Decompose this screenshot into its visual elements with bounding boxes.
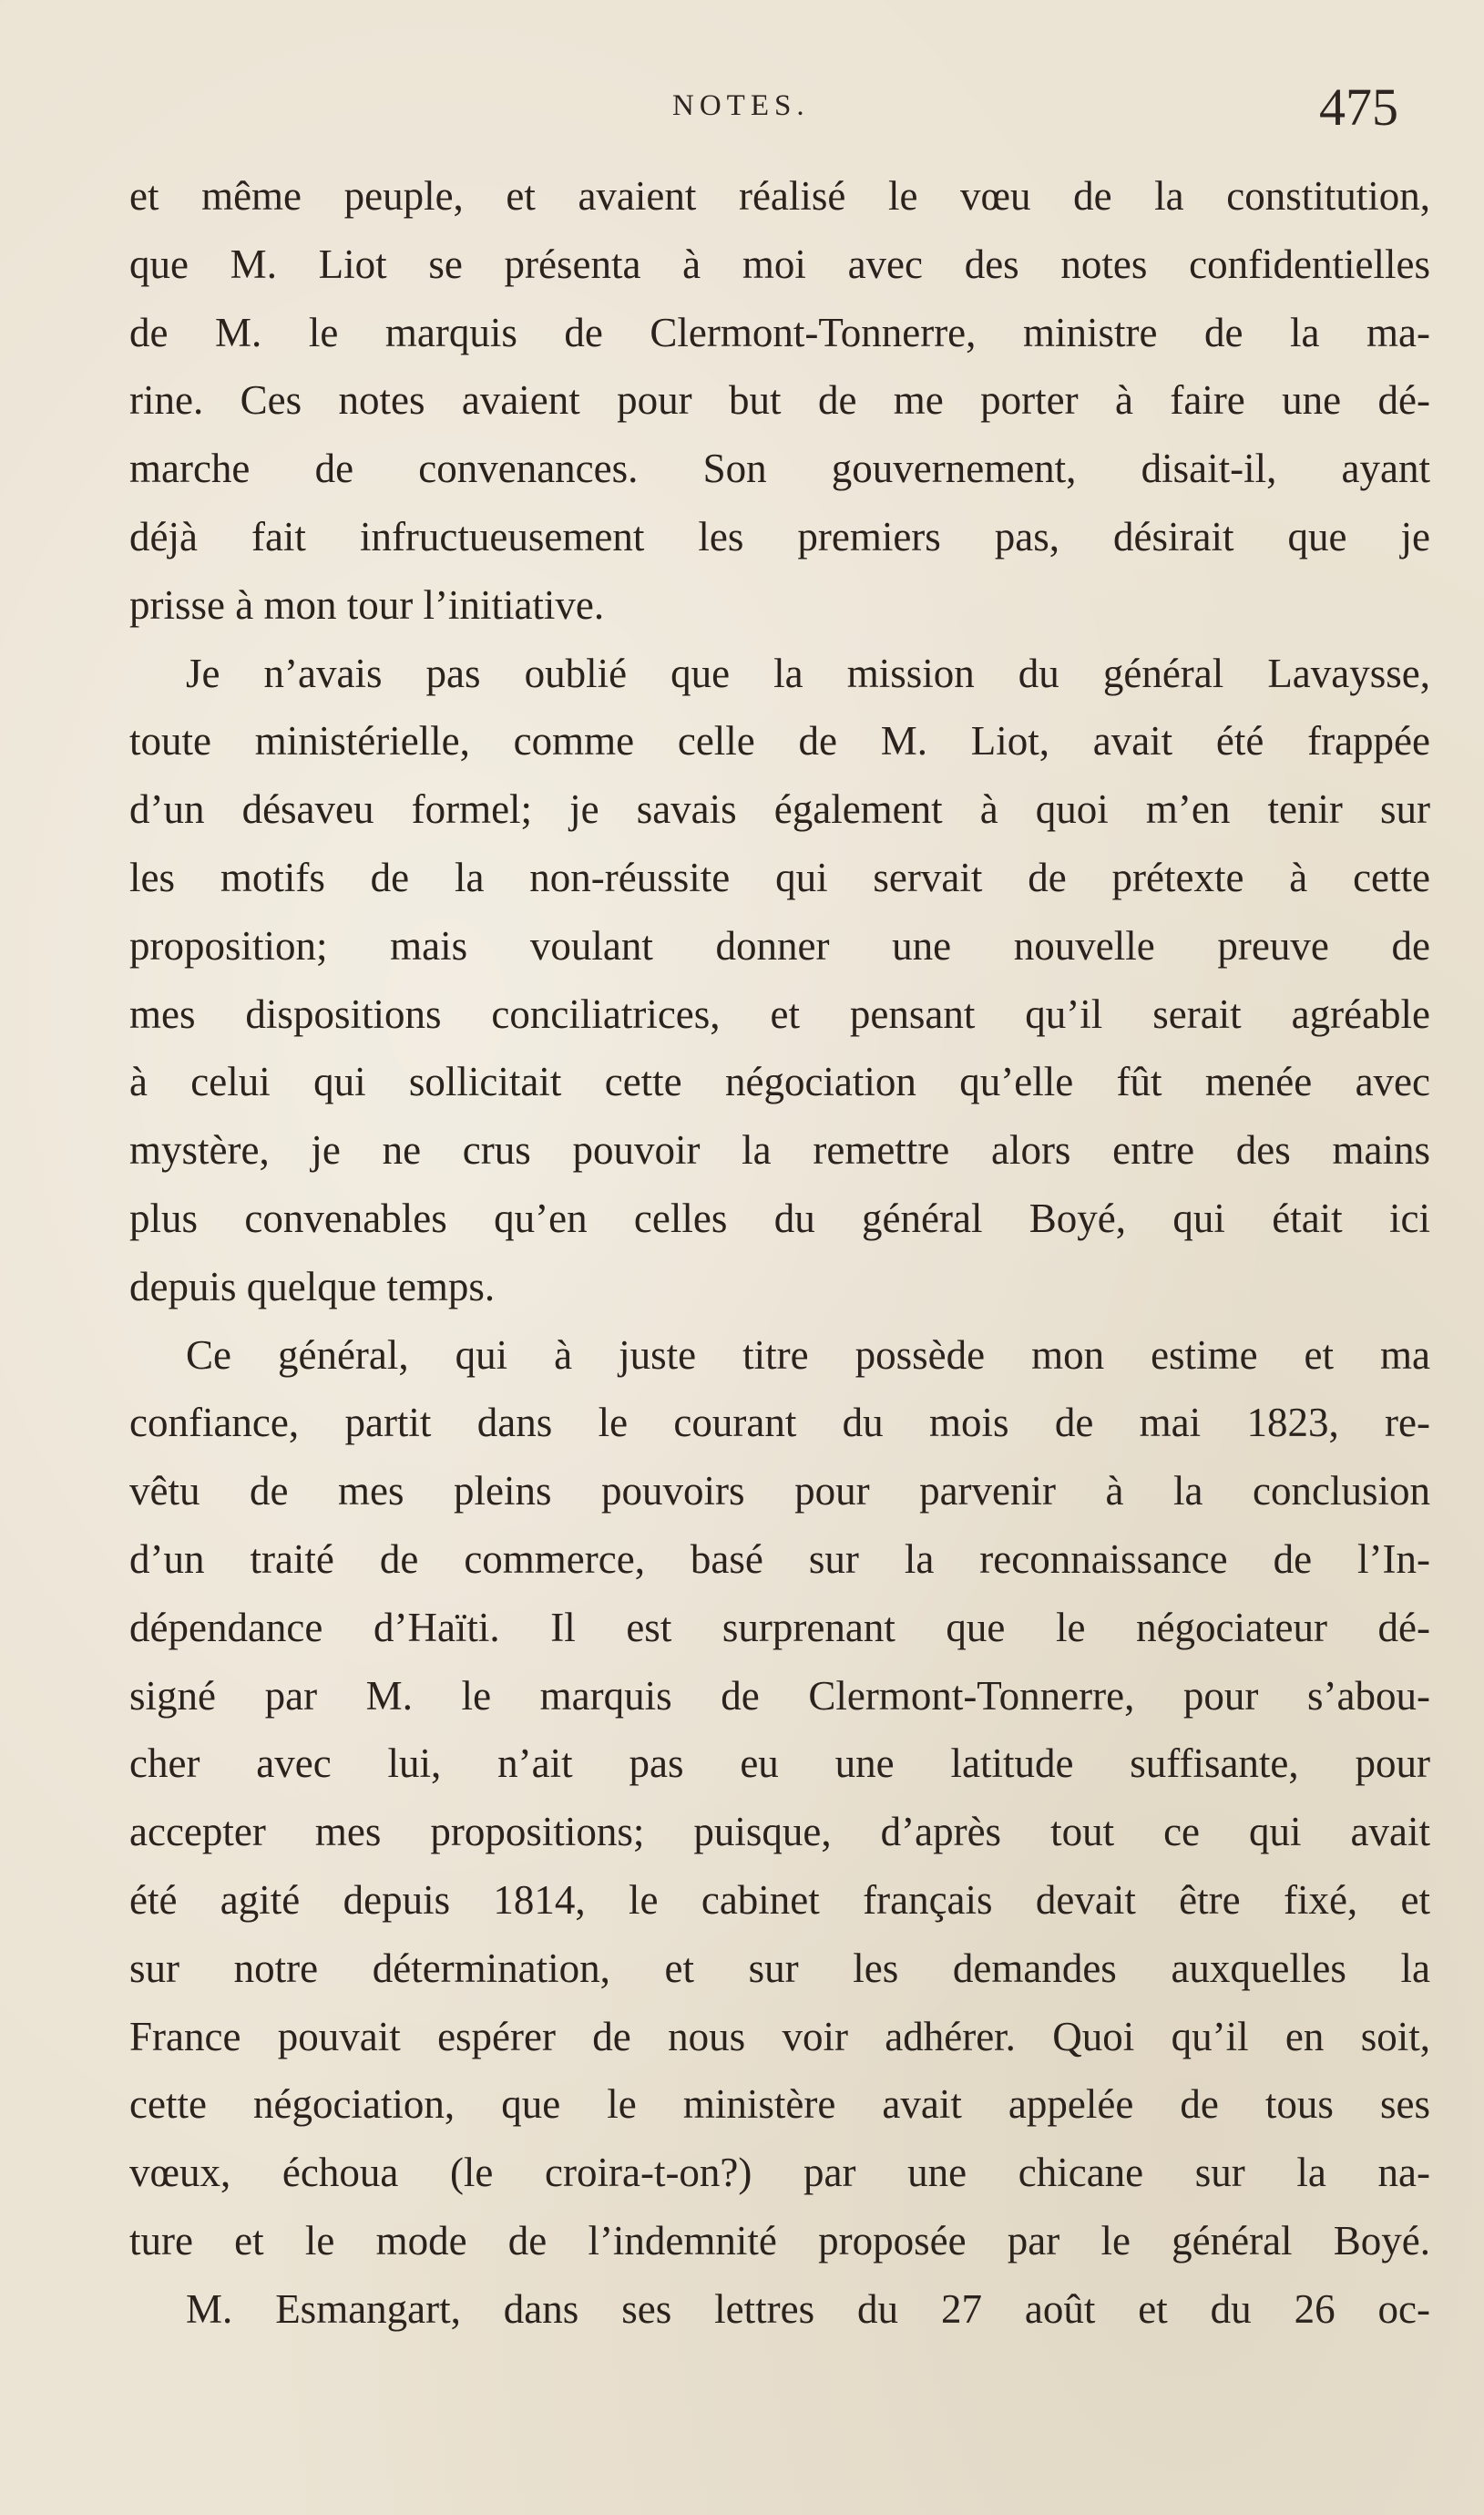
- text-line: sur notre détermination, et sur les demandes auxquelles la: [129, 1945, 1430, 1991]
- text-line: et même peuple, et avaient réalisé le vœu de la constitution,: [129, 173, 1430, 219]
- text-line: cher avec lui, n’ait pas eu une latitude suffisante, pour: [129, 1740, 1430, 1787]
- text-line: déjà fait infructueusement les premiers pas, désirait que je: [129, 513, 1430, 559]
- running-title: NOTES.: [672, 89, 810, 122]
- body-text: [129, 162, 1430, 2344]
- text-line: prisse à mon tour l’initiative.: [129, 581, 605, 628]
- text-line: proposition; mais voulant donner une nouvelle preuve de: [129, 922, 1430, 969]
- text-line: été agité depuis 1814, le cabinet français devait être fixé, et: [129, 1876, 1430, 1923]
- text-line: de M. le marquis de Clermont-Tonnerre, ministre de la ma-: [129, 309, 1430, 355]
- text-line: Je n’avais pas oublié que la mission du général Lavaysse,: [186, 650, 1430, 696]
- text-line: d’un désaveu formel; je savais également à quoi m’en tenir sur: [129, 786, 1430, 833]
- text-line: toute ministérielle, comme celle de M. Liot, avait été frappée: [129, 718, 1430, 765]
- page-number: 475: [1319, 77, 1398, 137]
- text-line: d’un traité de commerce, basé sur la reconnaissance de l’In-: [129, 1535, 1430, 1582]
- text-line: mes dispositions conciliatrices, et pensant qu’il serait agréable: [129, 991, 1430, 1037]
- text-line: les motifs de la non-réussite qui servait de prétexte à cette: [129, 854, 1430, 900]
- text-line: depuis quelque temps.: [129, 1263, 496, 1309]
- text-line: signé par M. le marquis de Clermont-Tonnerre, pour s’abou-: [129, 1672, 1430, 1719]
- text-line: M. Esmangart, dans ses lettres du 27 août et du 26 oc-: [186, 2285, 1430, 2332]
- text-line: que M. Liot se présenta à moi avec des notes confidentielles: [129, 241, 1430, 287]
- text-line: cette négociation, que le ministère avait appelée de tous ses: [129, 2081, 1430, 2128]
- text-line: vœux, échoua (le croira-t-on?) par une chicane sur la na-: [129, 2150, 1430, 2196]
- text-line: accepter mes propositions; puisque, d’après tout ce qui avait: [129, 1809, 1430, 1855]
- text-line: confiance, partit dans le courant du mois de mai 1823, re-: [129, 1400, 1430, 1446]
- text-line: vêtu de mes pleins pouvoirs pour parvenir à la conclusion: [129, 1468, 1430, 1514]
- text-line: mystère, je ne crus pouvoir la remettre alors entre des mains: [129, 1127, 1430, 1174]
- text-line: Ce général, qui à juste titre possède mon estime et ma: [186, 1331, 1430, 1378]
- text-line: marche de convenances. Son gouvernement, disait-il, ayant: [129, 446, 1430, 492]
- text-line: rine. Ces notes avaient pour but de me porter à faire une dé-: [129, 377, 1430, 424]
- text-line: dépendance d’Haïti. Il est surprenant que le négociateur dé-: [129, 1604, 1430, 1650]
- page-header: [0, 77, 1484, 144]
- text-line: ture et le mode de l’indemnité proposée par le général Boyé.: [129, 2217, 1430, 2264]
- text-line: à celui qui sollicitait cette négociation qu’elle fût menée avec: [129, 1059, 1430, 1105]
- text-line: plus convenables qu’en celles du général Boyé, qui était ici: [129, 1195, 1430, 1241]
- text-line: France pouvait espérer de nous voir adhérer. Quoi qu’il en soit,: [129, 2013, 1430, 2059]
